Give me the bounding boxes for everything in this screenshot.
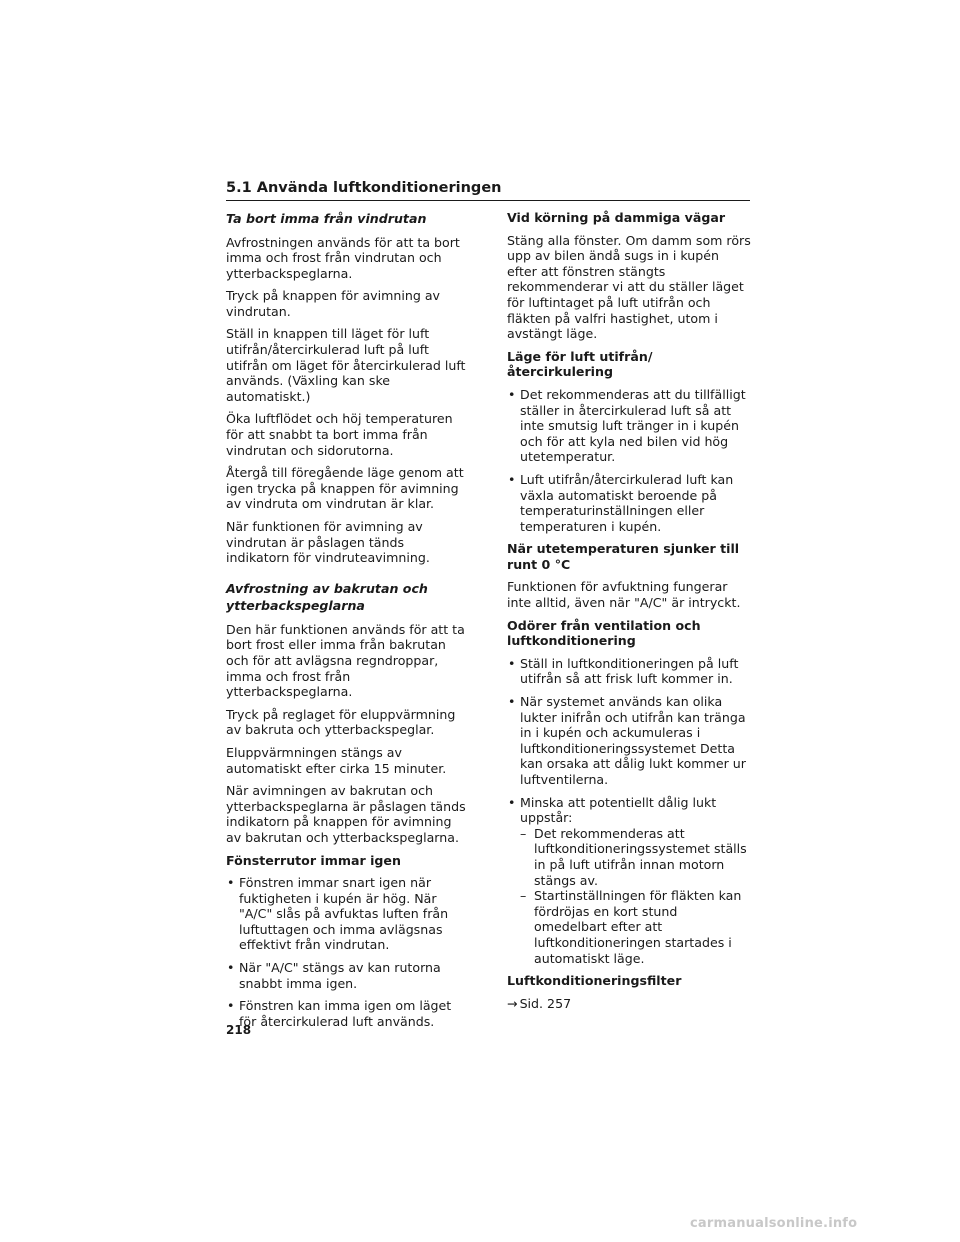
watermark: carmanualsonline.info [690, 1216, 858, 1231]
bullet-text: • Minska att potentiellt dålig lukt uppstår: [520, 794, 717, 826]
left-column [226, 210, 470, 1036]
paragraph: Funktionen för avfuktning fungerar inte alltid, även när "A/C" är intryckt. [507, 579, 741, 611]
right-column [507, 210, 751, 1018]
heading-ac-filter: Luftkonditioneringsfilter [507, 973, 682, 989]
heading-low-temperature: När utetemperaturen sjunker till runt 0 °C [507, 541, 740, 572]
page-reference[interactable] [507, 996, 751, 1012]
paragraph: Öka luftflödet och höj temperaturen för att snabbt ta bort imma från vindrutan och sidorutorna. [226, 411, 453, 458]
bullet-item: • När "A/C" stängs av kan rutorna snabbt imma igen. [226, 960, 470, 991]
paragraph: Avfrostningen används för att ta bort imma och frost från vindrutan och ytterbackspeglarna. [226, 234, 460, 281]
heading-dusty-roads: Vid körning på dammiga vägar [507, 210, 726, 225]
paragraph: Stäng alla fönster. Om damm som rörs upp av bilen ändå sugs in i kupén efter att fönstren stängts rekommenderar vi att du ställer läget för luftintaget på luft utifrån och fläkten på valfri hastighet, utom i avstängt läge. [507, 232, 751, 342]
bullet-item: • Ställ in luftkonditioneringen på luft utifrån så att frisk luft kommer in. [507, 656, 751, 687]
heading-defrost-windshield: Ta bort imma från vindrutan [226, 211, 427, 226]
sub-bullet-item: – Startinställningen för fläkten kan fördröjas en kort stund omedelbart efter att luftkonditioneringen startades i automatiskt läge. [520, 888, 751, 966]
paragraph: Återgå till föregående läge genom att igen trycka på knappen för avimning av vindruta om vindrutan är klar. [226, 465, 464, 512]
page-reference-text: Sid. 257 [519, 995, 572, 1011]
bullet-item: • Det rekommenderas att du tillfälligt ställer in återcirkulerad luft så att inte smutsig luft tränger in i kupén och för att kyla ned bilen vid hög utetemperatur. [507, 387, 751, 465]
heading-defrost-rear-window: Avfrostning av bakrutan och ytterbackspeglarna [226, 580, 428, 614]
bullet-item: • Fönstren kan imma igen om läget för återcirkulerad luft används. [226, 998, 470, 1029]
arrow-right-icon: → [507, 995, 518, 1011]
paragraph: Den här funktionen används för att ta bort frost eller imma från bakrutan och för att avlägsna regndroppar, imma och frost från ytterbackspeglarna. [226, 621, 465, 700]
heading-windows-fog-again: Fönsterrutor immar igen [226, 852, 401, 868]
section-header [226, 178, 750, 201]
bullet-item: • När systemet används kan olika lukter inifrån och utifrån kan tränga in i kupén och ackumuleras i luftkonditioneringssystemet Detta kan orsaka att dålig lukt kommer ur luftventilerna. [507, 694, 751, 788]
bullet-item [507, 795, 751, 967]
bullet-item: • Luft utifrån/återcirkulerad luft kan växla automatiskt beroende på temperaturinställningen eller temperaturen i kupén. [507, 472, 751, 534]
paragraph: Eluppvärmningen stängs av automatiskt efter cirka 15 minuter. [226, 744, 447, 776]
paragraph: När avimningen av bakrutan och ytterbackspeglarna är påslagen tänds indikatorn på knappen för avimning av bakrutan och ytterbackspeglarna. [226, 783, 466, 845]
paragraph: När funktionen för avimning av vindrutan är påslagen tänds indikatorn för vindruteavimning. [226, 519, 430, 566]
paragraph: Tryck på knappen för avimning av vindrutan. [226, 288, 441, 319]
spacer [226, 573, 470, 580]
paragraph: Ställ in knappen till läget för luft utifrån/återcirkulerad luft på luft utifrån om läget för återcirkulerad luft används. (Växling kan ske automatiskt.) [226, 326, 466, 404]
heading-odors: Odörer från ventilation och luftkonditionering [507, 617, 701, 649]
sub-bullet-item: – Det rekommenderas att luftkonditioneringssystemet ställs in på luft utifrån innan motorn stängs av. [520, 826, 751, 888]
bullet-item: • Fönstren immar snart igen när fuktigheten i kupén är hög. När "A/C" slås på avfuktas luften från luftuttagen och imma avlägsnas effektivt från vindrutan. [226, 875, 470, 953]
paragraph: Tryck på reglaget för eluppvärmning av bakruta och ytterbackspeglar. [226, 706, 456, 738]
section-title: 5.1 Använda luftkonditioneringen [226, 180, 502, 196]
heading-recirculation-mode: Läge för luft utifrån/återcirkulering [507, 348, 653, 380]
page-number: 218 [226, 1023, 252, 1037]
